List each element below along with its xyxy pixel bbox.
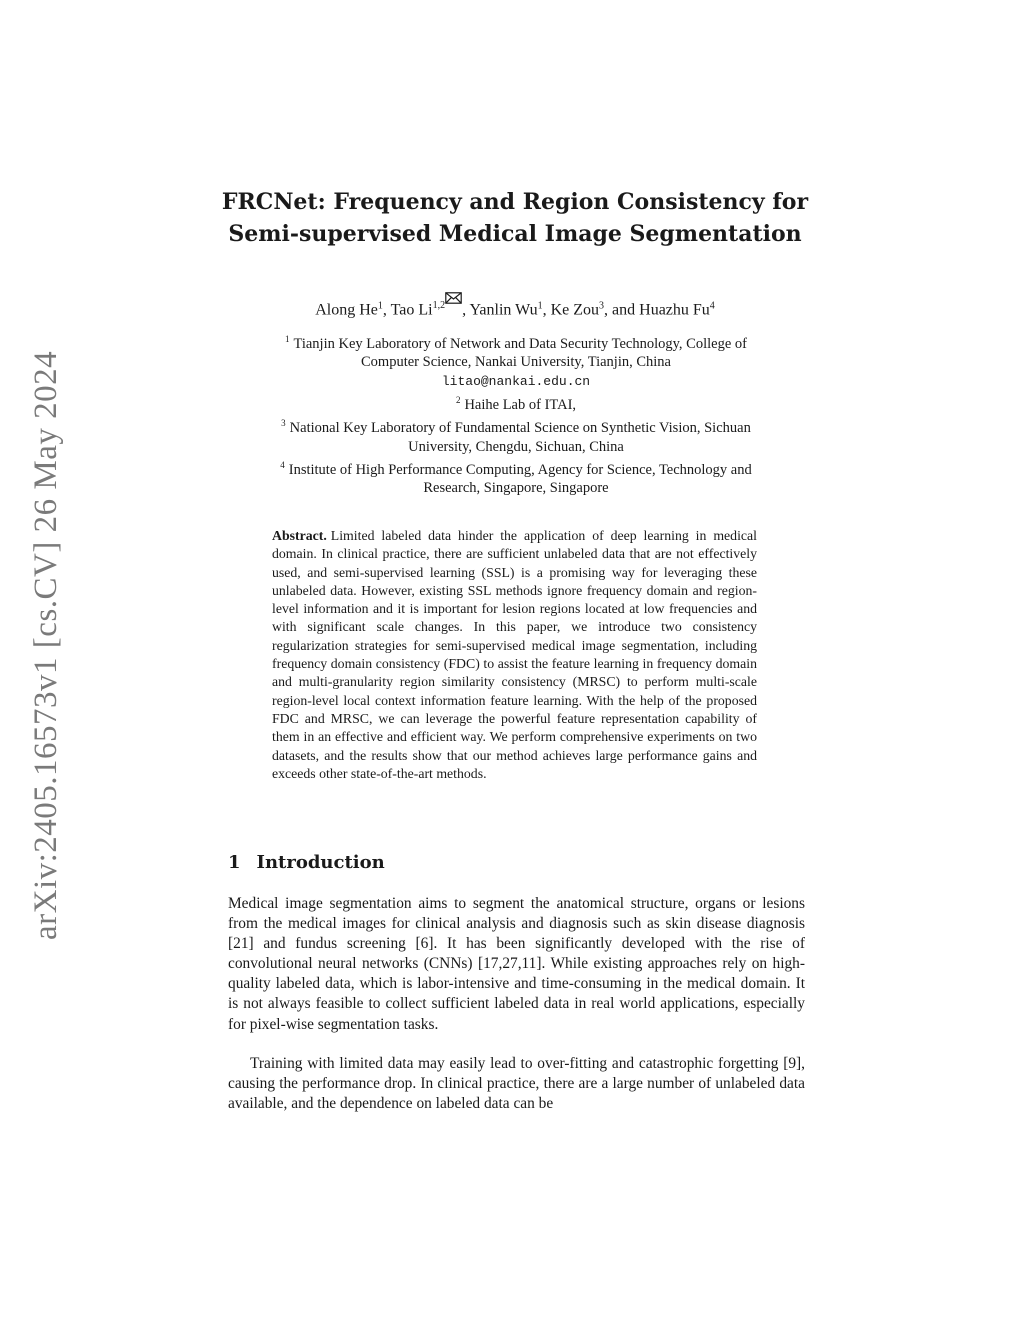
affiliation-4: $^4$ Institute of High Performance Computing, Agency for Science, Technology and <box>280 459 752 478</box>
section-number: 1 <box>228 852 241 873</box>
affiliation-1: $^1$ Tianjin Key Laboratory of Network and Data Security Technology, College of <box>285 334 747 352</box>
author-name: Ke Zou <box>550 301 600 319</box>
affiliation-1-cont: Computer Science, Nankai University, Tianjin, China <box>361 354 671 371</box>
author-affil-mark: 3 <box>599 300 605 312</box>
body-paragraph: Medical image segmentation aims to segment the anatomical structure, organs or lesions from the medical images for clinical analysis and diagnosis such as skin disease diagnosis [21] and fundus screening [6]. It has been significantly developed with the rise of convolutional neural networks (CNNs) [17,27,11]. While existing approaches rely on high-quality labeled data, which is labor-intensive and time-consuming in the medical domain. It is not always feasible to collect sufficient labeled data in real world applications, especially for pixel-wise segmentation tasks. <box>228 895 805 1033</box>
author-email[interactable]: litao@nankai.edu.cn <box>441 373 591 389</box>
arxiv-identifier: arXiv:2405.16573v1 [cs.CV] 26 May 2024 <box>28 350 64 940</box>
author-separator: , <box>382 301 391 319</box>
author-separator: , <box>462 301 470 319</box>
abstract-text: Limited labeled data hinder the application of deep learning in medical domain. In clinical practice, there are sufficient unlabeled data that are not effectively used, and semi-supervised learning (SSL) is a promising way for leveraging these unlabeled data. However, existing SSL methods ignore frequency domain and region-level information and it is important for lesion regions located at low frequencies and with significant scale changes. In this paper, we introduce two consistency regularization strategies for semi-supervised medical image segmentation, including frequency domain consistency (FDC) to assist the feature learning in frequency domain and multi-granularity region similarity consistency (MRSC) to perform multi-scale region-level local context information feature learning. With the help of the proposed FDC and MRSC, we can leverage the powerful feature representation capability of them in an effective and efficient way. We perform comprehensive experiments on two datasets, and the results show that our method achieves large performance gains and exceeds other state-of-the-art methods. <box>272 528 757 781</box>
affiliation-2: $^2$ Haihe Lab of ITAI, <box>455 395 577 413</box>
author-affil-mark: 4 <box>709 300 715 312</box>
section-title: Introduction <box>256 852 385 873</box>
author-name: Tao Li <box>390 301 433 319</box>
author-name: Along He <box>315 301 378 319</box>
author-affil-mark: 1 <box>377 300 383 312</box>
body-paragraph: Training with limited data may easily lead to over-fitting and catastrophic forgetting [9], causing the performance drop. In clinical practice, there are a large number of unlabeled data available, and the dependence on labeled data can be <box>228 1055 805 1113</box>
title-line: Semi-supervised Medical Image Segmentation <box>228 221 802 247</box>
abstract <box>272 527 757 783</box>
affiliation-3: $^3$ National Key Laboratory of Fundamental Science on Synthetic Vision, Sichuan <box>281 418 751 437</box>
author-affil-mark: 1,2 <box>433 300 463 311</box>
abstract-label: Abstract. <box>272 528 327 543</box>
author-separator: , and <box>604 301 640 319</box>
section-heading <box>228 852 385 873</box>
affiliation-3-cont: University, Chengdu, Sichuan, China <box>408 438 624 455</box>
affiliation-list <box>236 330 796 498</box>
corresponding-email-icon <box>445 292 462 307</box>
author-affil-mark: 1 <box>537 300 543 312</box>
author-name: Yanlin Wu <box>469 301 538 319</box>
affiliation-4-cont: Research, Singapore, Singapore <box>423 480 609 497</box>
author-separator: , <box>542 301 551 319</box>
title-line: FRCNet: Frequency and Region Consistency for <box>221 189 809 215</box>
author-name: Huazhu Fu <box>639 301 710 319</box>
author-list <box>160 292 870 320</box>
paper-title <box>160 186 870 250</box>
